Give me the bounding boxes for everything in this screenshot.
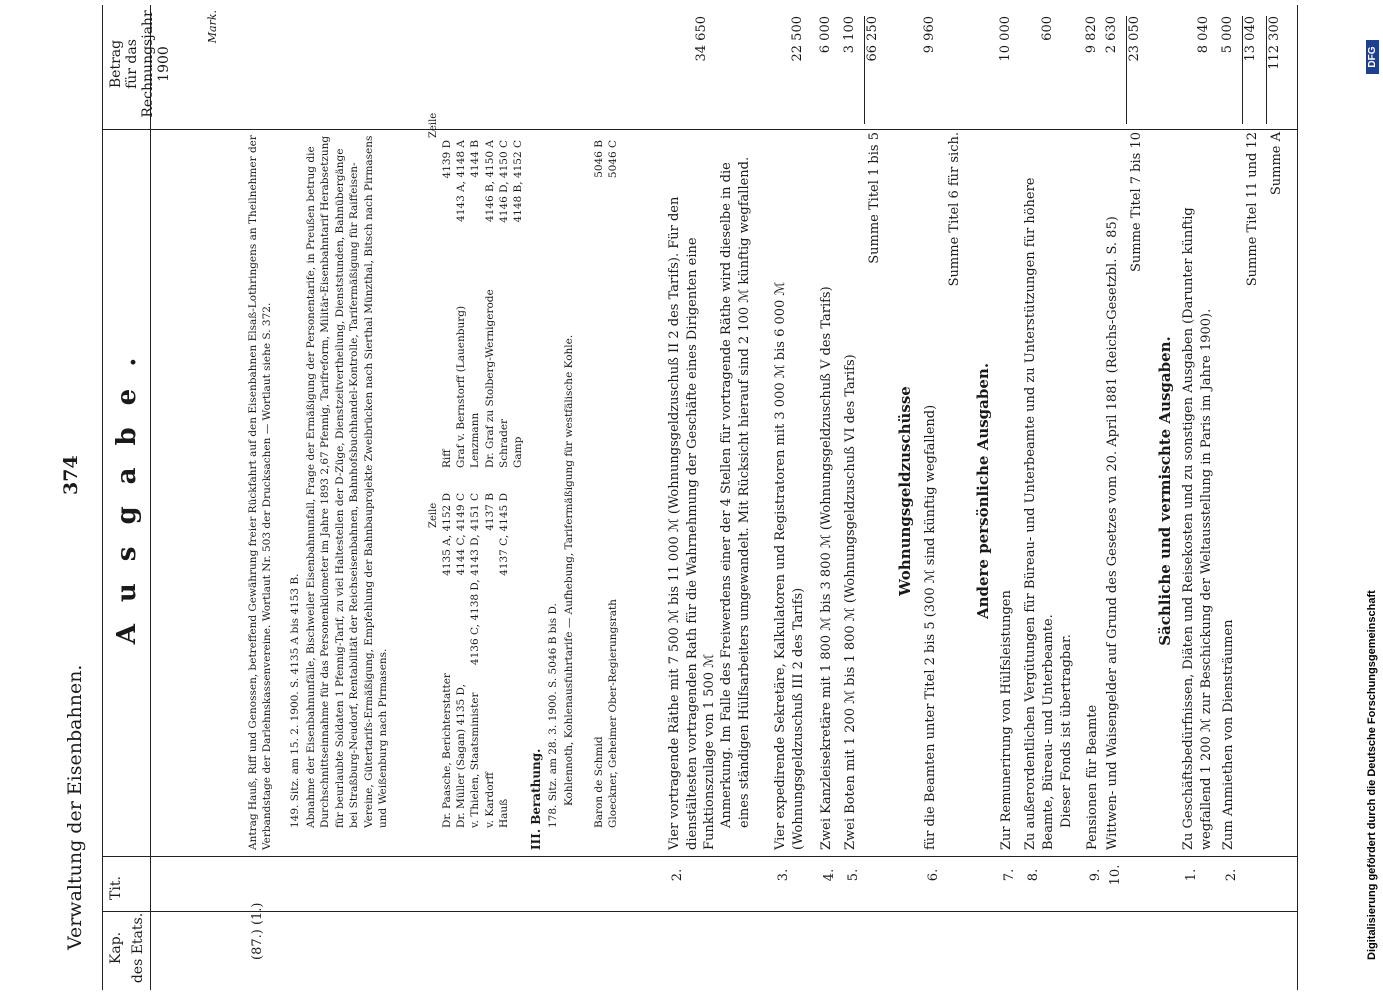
- titel-7-amount: 10 000: [998, 16, 1013, 62]
- table-row: v. Kardorff 4137 B: [483, 493, 496, 828]
- table-header-rule: [150, 5, 151, 990]
- sum-titel-1-5-label: Summe Titel 1 bis 5: [867, 132, 882, 264]
- titel-6-text: für die Beamten unter Titel 2 bis 5 (300 ℳ sind künftig wegfallend): [923, 404, 938, 850]
- titel-5-number: 5.: [846, 868, 861, 882]
- titel-8-text: Zu außerordentlichen Vergütungen für Büreau- und Unterbeamte und zu Unterstützungen für höhere Beamte, Büreau- und Unterbeamte.: [1023, 177, 1056, 850]
- speaker-table-right: [440, 132, 525, 468]
- titel-11-number: 1.: [1184, 868, 1199, 882]
- sum-titel-1-5-amount: 66 250: [864, 16, 880, 124]
- column-rule-kap: [102, 911, 1297, 912]
- titel-9-text: Pensionen für Beamte: [1085, 704, 1100, 850]
- table-row: Dr. Paasche, Berichterstatter 4135 A, 4152 D: [441, 493, 453, 828]
- titel-10-amount: 2 630: [1104, 16, 1119, 54]
- titel-3-number: 3.: [776, 868, 791, 882]
- titel-7-text: Zur Remunerirung von Hülfsleistungen: [999, 590, 1014, 850]
- heading-wohnungsgeld: Wohnungsgeldzuschüsse: [896, 386, 914, 596]
- titel-11-amount: 8 040: [1196, 16, 1211, 54]
- sum-titel-11-12-label: Summe Titel 11 und 12: [1245, 132, 1260, 287]
- dfg-logo: DFG: [1366, 40, 1379, 74]
- titel-3-amount: 22 500: [790, 16, 805, 62]
- item1-topics: Abnahme der Eisenbahnunfälle, Bischweiler Eisenbahnunfall, Frage der Ermäßigung der Personentarife, in Preußen betrug die Durchschnittseinnahme für das Personenkilometer im Jahre 1893 2,67 Pfennig, Tarifreform, Militär-Eisenbahntarif Herabsetzung für beurlaubte Soldaten 1 Pfennig-Tarif, zu viel Haltestellen der D-Züge, Dienstzeitvertheilung, Dienststunden, Bahnübergänge bei Straßburg-Neudorf, Rentabilität der Reichseisenbahnen, Bahnhofsbuchhandel-Kontrolle, Tarifermäßigung für Raiffeisen-Vereine, Gütertarifs-Ermäßigung, Empfehlung der Bahnbauprojekte Zweibrücken nach Sierthal Münzthal, Bitsch nach Pirmasens und Weißenburg nach Pirmasens.: [305, 135, 390, 828]
- titel-2-number: 2.: [670, 868, 685, 882]
- table-row: Lenzmann 4144 B: [469, 140, 482, 468]
- titel-9-number: 9.: [1088, 868, 1103, 882]
- table-row: Riff 4139 D: [441, 140, 453, 468]
- table-row: Baron de Schmid 5046 B: [593, 140, 605, 828]
- third-reading-topics: Kohlennoth, Kohlenausfuhrtarife — Aufhebung, Tarifermäßigung für westfälische Kohle.: [563, 334, 575, 806]
- section-title: Ausgabe.: [112, 335, 142, 645]
- table-bottom-rule: [1297, 5, 1298, 990]
- table-row: Gloeckner, Geheimer Ober-Regierungsrath 5046 C: [607, 140, 620, 828]
- speaker-table-left: [440, 485, 511, 828]
- titel-11-text: Zu Geschäftsbedürfnissen, Diäten und Reisekosten und zu sonstigen Ausgaben (Darunter künftig wegfallend 1 200 ℳ zur Beschickung der Weltausstellung in Paris im Jahre 1900).: [1181, 207, 1214, 850]
- heading-saechliche-ausgaben: Sächliche und vermischte Ausgaben.: [1156, 336, 1174, 646]
- titel-6-number: 6.: [926, 868, 941, 882]
- titel-12-amount: 5 000: [1220, 16, 1235, 54]
- titel-8-amount: 600: [1040, 16, 1055, 41]
- table-row: Dr. Müller (Sagan) 4135 D, 4144 C, 4149 C: [455, 493, 468, 828]
- table-top-rule: [102, 5, 103, 990]
- titel-4-text: Zwei Kanzleisekretäre mit 1 800 ℳ bis 3 800 ℳ (Wohnungsgeldzuschuß V des Tarifs): [819, 286, 834, 850]
- titel-9-amount: 9 820: [1084, 16, 1099, 54]
- titel-8-number: 8.: [1026, 868, 1041, 882]
- zeile-label-right: Zeile: [428, 112, 439, 138]
- table-row: Gamp 4148 B, 4152 C: [511, 140, 524, 468]
- third-reading-session: 178. Sitz. am 28. 3. 1900. S. 5046 B bis D.: [547, 603, 559, 828]
- sum-titel-7-10-label: Summe Titel 7 bis 10: [1129, 132, 1144, 273]
- column-rule-betrag: [102, 129, 1297, 130]
- kap-tit-number: (87.) (1.): [250, 902, 265, 960]
- col-head-tit: Tit.: [108, 876, 124, 900]
- digitization-credit: Digitalisierung gefördert durch die Deutsche Forschungsgemeinschaft: [1366, 590, 1378, 960]
- third-reading-heading: III. Berathung.: [529, 748, 543, 850]
- titel-10-text: Wittwen- und Waisengelder auf Grund des Gesetzes vom 20. April 1881 (Reichs-Gesetzbl. S. 85): [1105, 216, 1120, 850]
- col-head-mark: Mark.: [206, 10, 219, 44]
- titel-4-number: 4.: [822, 868, 837, 882]
- item1-session: 149. Sitz. am 15. 2. 1900. S. 4135 A bis 4153 B.: [289, 573, 301, 828]
- page-number: 374: [60, 455, 82, 495]
- item1-motion: Antrag Hauß, Riff und Genossen, betreffend Gewährung freier Rückfahrt auf den Eisenbahnen Elsaß-Lothringens an Theilnehmer der Verbandstage der Darlehnskassenvereine. Wortlaut Nr. 503 der Drucksachen — Wortlaut siehe S. 372.: [247, 135, 274, 850]
- titel-3-text: Vier expedirende Sekretäre, Kalkulatoren und Registratoren mit 3 000 ℳ bis 6 000 ℳ (Wohnungsgeldzuschuß III 2 des Tarifs): [773, 281, 806, 850]
- sum-titel-11-12-amount: 13 040: [1242, 16, 1258, 124]
- table-row: v. Thielen, Staatsminister 4136 C, 4138 D, 4143 D, 4151 C: [469, 493, 482, 828]
- titel-7-number: 7.: [1002, 868, 1017, 882]
- titel-8-note: Dieser Fonds ist übertragbar.: [1059, 634, 1074, 828]
- heading-andere-ausgaben: Andere persönliche Ausgaben.: [974, 362, 992, 620]
- sum-a-label: Summe A: [1269, 132, 1284, 196]
- col-head-betrag: Betrag für das Rechnungsjahr 1900: [108, 10, 173, 118]
- table-row: Schrader 4146 D, 4150 C: [497, 140, 510, 468]
- titel-5-text: Zwei Boten mit 1 200 ℳ bis 1 800 ℳ (Wohnungsgeldzuschuß VI des Tarifs): [843, 354, 858, 850]
- table-row: Dr. Graf zu Stolberg-Wernigerode 4146 B, 4150 A: [483, 140, 496, 468]
- zeile-label-left: Zeile: [428, 502, 439, 528]
- titel-5-amount: 3 100: [842, 16, 857, 54]
- titel-6-amount: 9 960: [922, 16, 937, 54]
- speaker-table-third: [592, 132, 620, 828]
- titel-12-text: Zum Anmiethen von Diensträumen: [1221, 619, 1236, 850]
- sum-titel-6-label: Summe Titel 6 für sich.: [947, 132, 962, 287]
- titel-12-number: 2.: [1224, 868, 1239, 882]
- col-head-des-etats: des Etats.: [130, 912, 146, 984]
- col-head-kap: Kap.: [108, 931, 124, 965]
- titel-2-amount: 34 650: [694, 16, 709, 62]
- sum-a-amount: 112 300: [1266, 16, 1282, 124]
- running-title: Verwaltung der Eisenbahnen.: [64, 664, 86, 950]
- sum-titel-7-10-amount: 23 050: [1126, 16, 1142, 124]
- table-row: Hauß 4137 C, 4145 D: [497, 493, 510, 828]
- titel-4-amount: 6 000: [818, 16, 833, 54]
- titel-2-text: Vier vortragende Räthe mit 7 500 ℳ bis 11 000 ℳ (Wohnungsgeldzuschuß II 2 des Tarifs). Für den dienstältesten vortragenden Rath für die Wahrnehmung der Geschäfte eines Dirigenten eine Funktionszulage von 1 500 ℳ: [667, 196, 718, 850]
- titel-2-note: Anmerkung. Im Falle des Freiwerdens einer der 4 Stellen für vortragende Räthe wird dieselbe in die eines ständigen Hülfsarbeiters umgewandelt. Mit Rücksicht hierauf sind 2 100 ℳ künftig wegfallend.: [719, 156, 752, 828]
- table-row: Graf v. Bernstorff (Lauenburg) 4143 A, 4148 A: [455, 140, 468, 468]
- titel-10-number: 10.: [1108, 864, 1123, 886]
